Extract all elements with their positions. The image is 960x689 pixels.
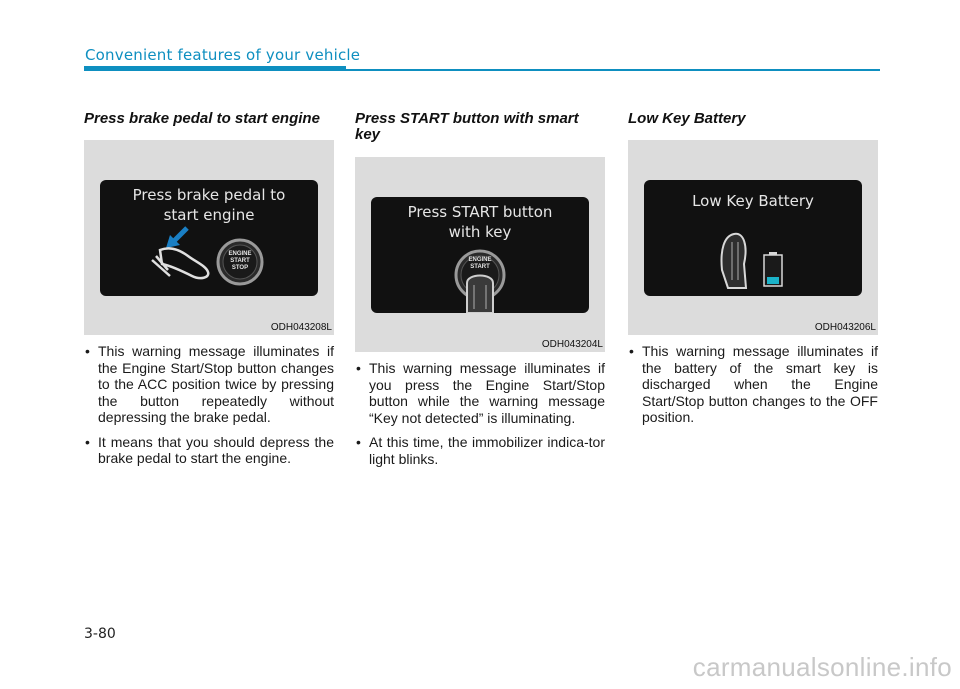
pedal-arrow-icon: [166, 228, 187, 248]
figure-caption: ODH043206L: [814, 322, 876, 333]
list-item: • This warning message illuminates if the Engine Start/Stop button changes to the ACC position twice by pressing the button repeatedly without depressing the brake pedal.: [84, 343, 334, 426]
pedal-illustration: [100, 180, 318, 296]
figure-low-key-battery: [628, 140, 878, 335]
cluster-screen: [644, 180, 862, 296]
cluster-screen: [371, 197, 589, 313]
foot-icon: [152, 248, 208, 278]
page-number: 3-80: [84, 626, 116, 642]
screen-message: Low Key Battery: [692, 192, 814, 210]
figure-caption: ODH043208L: [270, 322, 332, 333]
header-rule-thin: [346, 69, 880, 71]
list-item: • At this time, the immobilizer indica-tor light blinks.: [355, 434, 605, 467]
column-title: Press START button with smart key: [355, 110, 579, 143]
screen-message-line1: Press brake pedal to: [132, 186, 286, 204]
screen-message-line2: with key: [448, 223, 512, 241]
engine-start-label: ENGINE START: [468, 257, 492, 270]
screen-message-line2: start engine: [163, 206, 255, 224]
header-rule-thick: [84, 66, 346, 71]
smart-key-icon: [722, 234, 747, 288]
cluster-screen: [100, 180, 318, 296]
bullet-list: [355, 360, 605, 475]
battery-icon: [764, 252, 782, 286]
bullet-list: [84, 343, 334, 475]
column-start-button: [355, 111, 605, 143]
bullet-list: [628, 343, 878, 434]
figure-start-button: [355, 157, 605, 352]
engine-start-stop-label: ENGINE START STOP: [228, 251, 252, 271]
list-item: • This warning message illuminates if the battery of the smart key is discharged when the Engine Start/Stop button changes to the OFF position.: [628, 343, 878, 426]
screen-message-line1: Press START button: [407, 203, 553, 221]
smart-key-icon: [467, 276, 493, 314]
watermark: carmanualsonline.info: [692, 652, 952, 682]
list-item: • This warning message illuminates if you press the Engine Start/Stop button while the warning message “Key not detected” is illuminating.: [355, 360, 605, 426]
figure-brake-pedal: [84, 140, 334, 335]
low-battery-illustration: [644, 180, 862, 296]
column-title: Low Key Battery: [628, 110, 746, 127]
column-brake-pedal: [84, 111, 334, 127]
list-item: • It means that you should depress the brake pedal to start the engine.: [84, 434, 334, 467]
column-low-key-battery: [628, 111, 878, 127]
column-title: Press brake pedal to start engine: [84, 110, 320, 127]
start-button-illustration: [371, 197, 589, 313]
figure-caption: ODH043204L: [541, 339, 603, 350]
section-title: Convenient features of your vehicle: [85, 46, 361, 64]
